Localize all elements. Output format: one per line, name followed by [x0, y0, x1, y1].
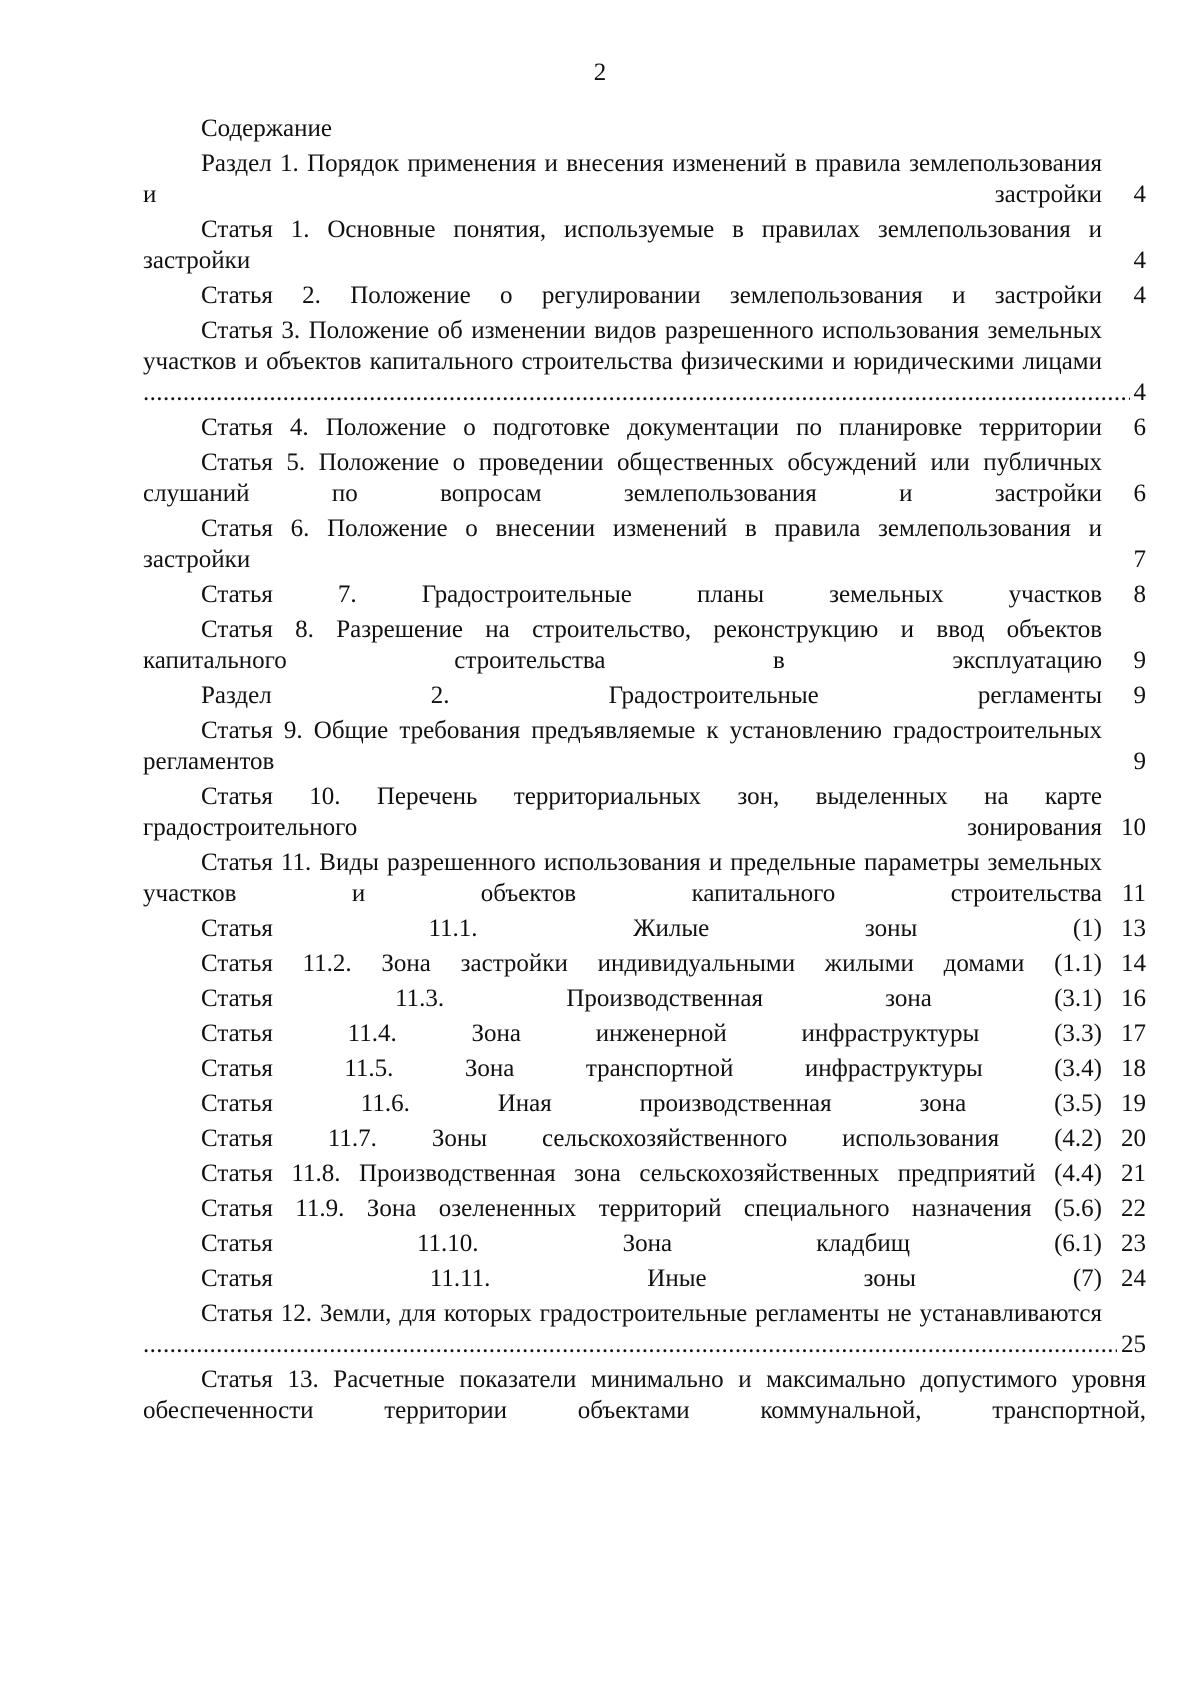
toc-entry-page: 25	[1117, 1329, 1146, 1360]
page-number: 2	[593, 59, 607, 86]
toc-entry-article-4[interactable]	[143, 412, 1146, 443]
toc-entry-page: 17	[1117, 1018, 1146, 1049]
toc-entry-text: Статья 11.11. Иные зоны (7) .....	[143, 1263, 1102, 1294]
toc-entry-article-12[interactable]	[143, 1298, 1146, 1360]
toc-entry-article-10[interactable]	[143, 781, 1146, 843]
toc-entry-page: 4	[1130, 179, 1147, 210]
toc-entry-page: 7	[1130, 544, 1147, 575]
toc-entry-page: 6	[1130, 412, 1147, 443]
toc-entry-page: 4	[1130, 245, 1147, 276]
toc-entry-article-11-10[interactable]	[143, 1228, 1146, 1259]
toc-entry-page: 9	[1130, 645, 1147, 676]
toc-entry-text: Статья 10. Перечень территориальных зон, выделенных на карте градостроительного зонирования .....	[143, 781, 1102, 843]
toc-entry-page: 8	[1130, 579, 1147, 610]
toc-entry-article-11-3[interactable]	[143, 983, 1146, 1014]
toc-entry-page: 20	[1117, 1123, 1146, 1154]
toc-entry-text: Статья 11.4. Зона инженерной инфраструктуры (3.3) .....	[143, 1018, 1102, 1049]
toc-entry-article-13[interactable]	[143, 1364, 1146, 1426]
toc-entry-text: Статья 13. Расчетные показатели минимально и максимально допустимого уровня обеспеченности территории объектами коммунальной, транспортной,	[143, 1366, 1146, 1424]
toc-entry-article-11-5[interactable]	[143, 1053, 1146, 1084]
toc-entry-text: Статья 8. Разрешение на строительство, реконструкцию и ввод объектов капитального строительства в эксплуатацию .....	[143, 614, 1102, 676]
toc-entry-text: Статья 7. Градостроительные планы земельных участков .....	[143, 579, 1102, 610]
toc-entry-section-2[interactable]	[143, 680, 1146, 711]
toc-entry-page: 11	[1118, 878, 1146, 909]
toc-entry-page: 19	[1117, 1088, 1146, 1119]
toc-entry-page: 4	[1130, 280, 1147, 311]
toc-entry-article-5[interactable]	[143, 447, 1146, 509]
toc-entry-text: Статья 11.6. Иная производственная зона (3.5) .....	[143, 1088, 1102, 1119]
toc-entry-article-11-6[interactable]	[143, 1088, 1146, 1119]
toc-entry-section-1[interactable]	[143, 148, 1146, 210]
toc-entry-text: Статья 9. Общие требования предъявляемые к установлению градостроительных регламентов .....	[143, 715, 1102, 777]
toc-entry-page: 21	[1117, 1158, 1146, 1189]
toc-entry-article-11-8[interactable]	[143, 1158, 1146, 1189]
toc-entry-text: Статья 11.5. Зона транспортной инфраструктуры (3.4) .....	[143, 1053, 1102, 1084]
toc-entry-page: 16	[1117, 983, 1146, 1014]
toc-entry-page: 4	[1130, 377, 1147, 408]
toc-title: Содержание	[201, 115, 332, 142]
toc-entry-text: Статья 11.9. Зона озелененных территорий специального назначения (5.6) .....	[143, 1193, 1102, 1224]
toc-entry-page: 22	[1117, 1193, 1146, 1224]
toc-entry-text: Раздел 2. Градостроительные регламенты .....	[143, 680, 1102, 711]
toc-entry-article-8[interactable]	[143, 614, 1146, 676]
toc-entry-page: 9	[1130, 680, 1147, 711]
toc-entry-text: Статья 11.8. Производственная зона сельскохозяйственных предприятий (4.4) .....	[143, 1158, 1102, 1189]
toc-entry-page: 18	[1117, 1053, 1146, 1084]
toc-entry-article-11-7[interactable]	[143, 1123, 1146, 1154]
toc-entry-text: Статья 11.3. Производственная зона (3.1) .....	[143, 983, 1102, 1014]
toc-entry-article-11-2[interactable]	[143, 948, 1146, 979]
toc-entry-article-11-1[interactable]	[143, 913, 1146, 944]
toc-entry-text: Статья 11. Виды разрешенного использования и предельные параметры земельных участков и объектов капитального строительства .....	[143, 847, 1102, 909]
toc-entry-text: Статья 11.2. Зона застройки индивидуальными жилыми домами (1.1) .....	[143, 948, 1102, 979]
toc-entry-page: 10	[1117, 812, 1146, 843]
toc-entry-article-1[interactable]	[143, 214, 1146, 276]
toc-entry-article-11-9[interactable]	[143, 1193, 1146, 1224]
toc-entry-article-11[interactable]	[143, 847, 1146, 909]
toc-entry-text: Статья 12. Земли, для которых градостроительные регламенты не устанавливаются .....	[143, 1298, 1102, 1360]
toc-entry-text: Статья 2. Положение о регулировании землепользования и застройки .....	[143, 280, 1102, 311]
toc-entry-text: Статья 11.1. Жилые зоны (1) .....	[143, 913, 1102, 944]
toc-entry-text: Раздел 1. Порядок применения и внесения изменений в правила землепользования и застройки .....	[143, 148, 1102, 210]
toc-entry-text: Статья 11.7. Зоны сельскохозяйственного использования (4.2) .....	[143, 1123, 1102, 1154]
toc-entry-article-11-11[interactable]	[143, 1263, 1146, 1294]
toc-entry-page: 24	[1117, 1263, 1146, 1294]
toc-entry-article-7[interactable]	[143, 579, 1146, 610]
toc-entry-article-6[interactable]	[143, 513, 1146, 575]
toc-entry-text: Статья 5. Положение о проведении общественных обсуждений или публичных слушаний по вопросам землепользования и застройки .....	[143, 447, 1102, 509]
toc-entry-text: Статья 4. Положение о подготовке документации по планировке территории .....	[143, 412, 1102, 443]
toc-entry-article-11-4[interactable]	[143, 1018, 1146, 1049]
toc-entry-text: Статья 11.10. Зона кладбищ (6.1) .....	[143, 1228, 1102, 1259]
toc-entry-article-3[interactable]	[143, 315, 1146, 408]
toc-entry-article-9[interactable]	[143, 715, 1146, 777]
toc-entry-page: 9	[1130, 746, 1147, 777]
toc-entry-page: 14	[1117, 948, 1146, 979]
toc-entry-text: Статья 3. Положение об изменении видов разрешенного использования земельных участков и объектов капитального строительства физическими и юридическими лицами .....	[143, 315, 1102, 408]
toc-entry-text: Статья 1. Основные понятия, используемые в правилах землепользования и застройки .....	[143, 214, 1102, 276]
table-of-contents	[143, 113, 1146, 1430]
toc-entry-page: 6	[1130, 478, 1147, 509]
toc-entry-article-2[interactable]	[143, 280, 1146, 311]
toc-entry-page: 13	[1117, 913, 1146, 944]
toc-entry-text: Статья 6. Положение о внесении изменений в правила землепользования и застройки .....	[143, 513, 1102, 575]
toc-entry-page: 23	[1117, 1228, 1146, 1259]
